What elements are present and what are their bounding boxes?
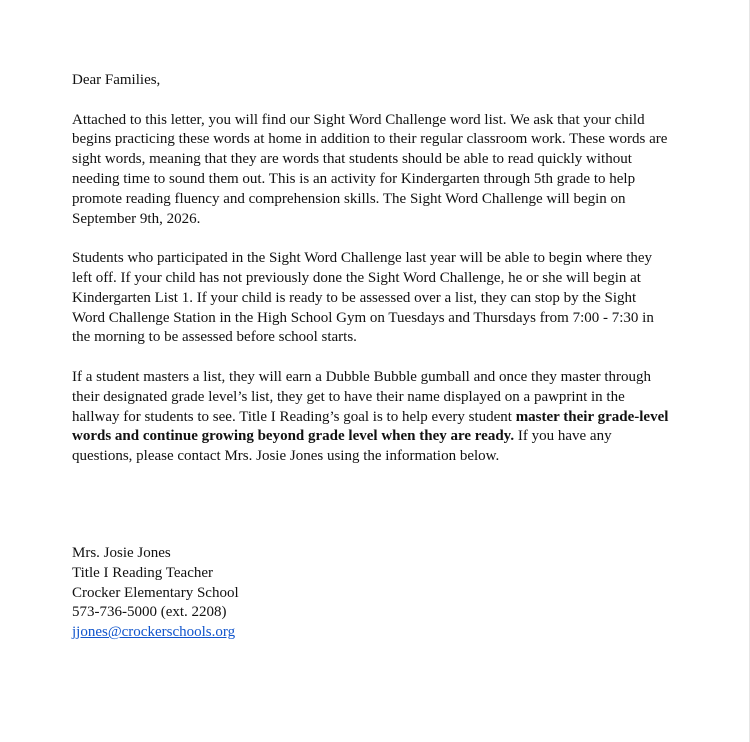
signature-block <box>72 544 472 643</box>
signature-title: Title I Reading Teacher <box>72 564 213 581</box>
paragraph-rewards <box>72 368 672 467</box>
paragraph-rewards-text-start: If a student masters a list, they will earn a Dubble Bubble gumball and once they master through their designated grade level’s list, they get to have their name displayed on a pawprint in the hallway for students to see. Title I Reading’s goal is to help every student <box>72 368 652 425</box>
paragraph-participation: Students who participated in the Sight Word Challenge last year will be able to begin where they left off. If your child has not previously done the Sight Word Challenge, he or she will begin at Kindergarten List 1. If your child is ready to be assessed over a list, they can stop by the Sight Word Challenge Station in the High School Gym on Tuesdays and Thursdays from 7:00 - 7:30 in the morning to be assessed before school starts. <box>72 250 654 346</box>
signature-school: Crocker Elementary School <box>72 584 239 601</box>
paragraph-word-list: Attached to this letter, you will find our Sight Word Challenge word list. We ask that your child begins practicing these words at home in addition to their regular classroom work. These words are sight words, meaning that they are words that students should be able to read quickly without needing time to sound them out. This is an activity for Kindergarten through 5th grade to help promote reading fluency and comprehension skills. The Sight Word Challenge will begin on September 9th, 2026. <box>72 111 668 227</box>
letter-body <box>72 71 672 487</box>
paragraph-rewards-text-end: If you have any questions, please contact Mrs. Josie Jones using the information below. <box>72 428 612 465</box>
signature-name: Mrs. Josie Jones <box>72 545 171 561</box>
paragraph-rewards-bold-goal: master their grade-level words and continue growing beyond grade level when they are ready. <box>72 408 669 445</box>
letter-greeting: Dear Families, <box>72 72 161 88</box>
signature-phone: 573-736-5000 (ext. 2208) <box>72 604 227 621</box>
email-link[interactable]: jjones@crockerschools.org <box>72 624 236 641</box>
